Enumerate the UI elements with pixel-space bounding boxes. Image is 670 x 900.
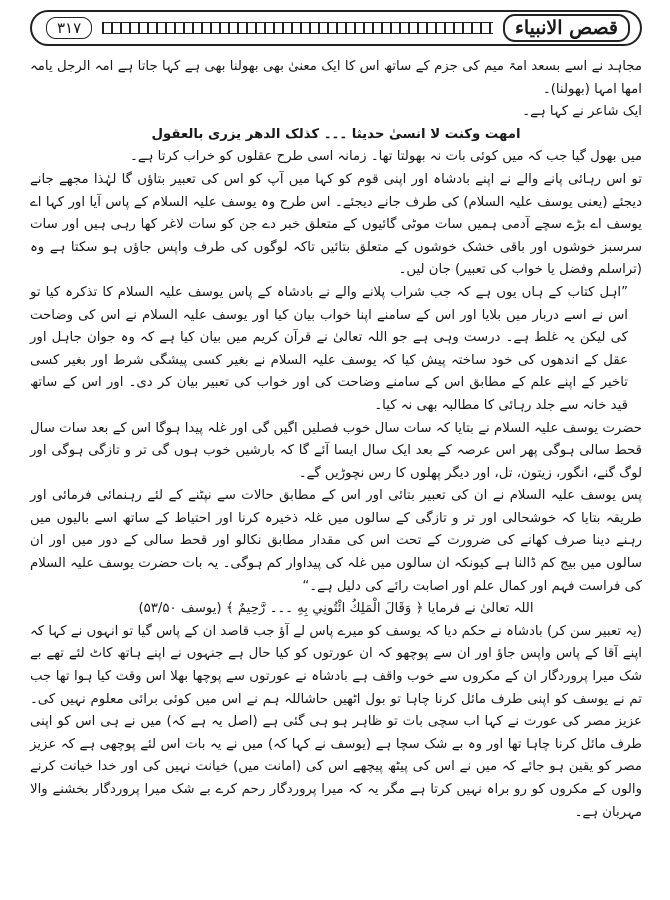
paragraph-10: (یہ تعبیر سن کر) بادشاہ نے حکم دیا کہ یوسف کو میرے پاس لے آؤ جب قاصد ان کے پاس گیا تو انہوں نے کہا کہ اپنے آقا کے پاس واپس جاؤ اور ان سے پوچھو کہ ان عورتوں کو کیا حال ہے جنہوں نے اپنے ہاتھ کاٹ لئے تھے بے شک میرا پروردگار ان کے مکروں سے خوب واقف ہے بادشاہ نے عورتوں سے پوچھا بھلا اس وقت کیا ہوا تھا جب تم نے یوسف کو اپنی طرف مائل کرنا چاہا تو بول اٹھیں حاشاللہ ہم نے اس میں کوئی برائی معلوم نہیں کی۔ عزیز مصر کی عورت نے کہا اب سچی بات تو ظاہر ہو ہی گئی ہے (اصل یہ ہے کہ) میں نے ہی اس کو اپنی طرف مائل کرنا چاہا تھا اور وہ بے شک سچا ہے (یوسف نے کہا کہ) میں نے یہ بات اس لئے پوچھی ہے کہ عزیز مصر کو یقین ہو جائے کہ میں نے اس کی پیٹھ پیچھے اس کی (امانت میں) خیانت نہیں کی اور خدا خیانت کرنے والوں کے مکروں کو رو براہ نہیں کرتا ہے مگر یہ کہ میرا پروردگار رحم کرے بے شک میرا پروردگار بخشنے والا مہربان ہے۔ xyxy=(30,623,642,820)
paragraph-7: حضرت یوسف علیہ السلام نے بتایا کہ سات سال خوب فصلیں اگیں گی اور غلہ پیدا ہوگا اس کے بعد سات سال قحط سالی ہوگی پھر اس عرصہ کے بعد ایک سال ایسا آئے گا کہ بارشیں خوب ہوں گی تر و تازگی ہوگی اور لوگ گنے، انگور، زیتون، تل، اور دیگر پھلوں کا رس نچوڑیں گے۔ xyxy=(30,420,642,481)
header-ornament xyxy=(102,22,493,34)
paragraph-8: پس یوسف علیہ السلام نے ان کی تعبیر بتائی اور اس کے مطابق حالات سے نپٹنے کے لئے رہنمائی فرمائی اور طریقہ بتایا کہ خوشحالی اور تر و تازگی کے سالوں میں غلہ ذخیرہ کرنا اور احتیاط کے ساتھ اسے بالیوں میں رہنے دینا صرف کھانے کی ضرورت کے تحت اس کی مقدار مطابق نکالو اور قحط سالی کے دور میں اور ان سالوں میں بیج کم ڈالنا ہے کیونکہ ان سالوں میں غلہ کی پیداوار کم ہوگی۔ یہ بات حضرت یوسف علیہ السلام کی فراست فہم اور کمال علم اور اصابت رائے کی دلیل ہے۔“ xyxy=(30,488,642,594)
paragraph-1: مجاہد نے اسے بسعد امۃ میم کی جزم کے ساتھ اس کا ایک معنیٰ بھی بھولنا بھی ہے کہا جاتا ہے امہ الرجل یامہ امھا امہا (بھولنا)۔ xyxy=(30,59,642,97)
poem-verse: امھت وکنت لا انسیٰ حدیثا ۔۔۔ کذلک الدھر یزری بالعقول xyxy=(151,126,521,142)
page-number: ۳۱۷ xyxy=(46,17,92,39)
page-header xyxy=(30,10,642,46)
book-title: قصص الانبیاء xyxy=(503,14,630,42)
verse-translation: میں بھول گیا جب کہ میں کوئی بات نہ بھولتا تھا۔ زمانہ اسی طرح عقلوں کو خراب کرتا ہے۔ xyxy=(130,149,642,165)
quran-ayah: اللہ تعالیٰ نے فرمایا ﴿ وَقَالَ الْمَلِكُ ائْتُونِي بِهِ ۔۔۔ رَّحِيمٌ ﴾ (یوسف ۵۳/۵۰) xyxy=(138,601,534,617)
paragraph-2: ایک شاعر نے کہا ہے۔ xyxy=(522,104,642,120)
paragraph-5: تو اس رہائی پانے والے نے اپنے بادشاہ اور اپنی قوم کو کہا میں آپ کو اس کی تعبیر بتاؤں گا لہٰذا مجھے جانے دیجئے (یعنی یوسف علیہ السلام) کی طرف جانے دیجئے۔ اس طرح وہ یوسف علیہ السلام کے پاس آیا اور کہا اے یوسف اے بڑے سچے آدمی ہمیں سات موٹی گائیوں کے متعلق خبر دے جن کو سات لاغر کھا رہی ہیں اور سات سرسبز خوشوں اور باقی خشک خوشوں کے متعلق بتائیں تاکہ لوگوں کی طرف واپس جاؤں ہو سکتا ہے وہ (تراسلم وفضل یا خواب کی تعبیر) جان لیں۔ xyxy=(30,171,642,278)
page-body xyxy=(30,56,642,824)
quoted-passage: ”اہل کتاب کے ہاں یوں ہے کہ جب شراب پلانے والے نے بادشاہ کے پاس یوسف علیہ السلام کا تذکرہ کیا تو اس نے اسے دربار میں بلایا اور اس کے سامنے اپنا خواب بیان کیا اور یوسف علیہ السلام نے اس کی وضاحت کی لیکن یہ غلط ہے۔ درست وہی ہے جو اللہ تعالیٰ نے قرآن کریم میں بیان کیا ہے کہ وہ جوان جاہل اور عقل کے اندھوں کی خود ساختہ پیش کیا کہ یوسف علیہ السلام نے بغیر کسی پیشگی شرط اور بغیر کسی تاخیر کے اپنے علم کے مطابق اس کے سامنے وضاحت کی اور خواب کی تعبیر بیان کر دی۔ اور اس کے ساتھ قید خانہ سے جلد رہائی کا مطالبہ بھی نہ کیا۔ xyxy=(30,284,628,413)
